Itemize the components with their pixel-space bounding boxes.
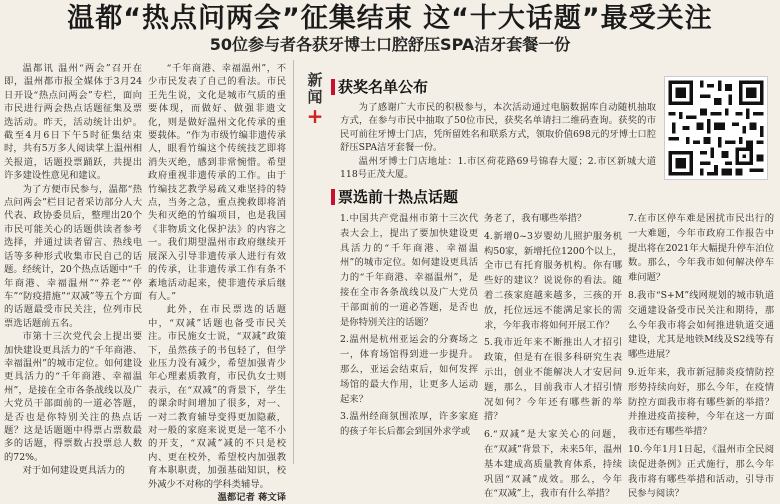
topic-item: 4.新增0~3岁婴幼儿照护服务机构50家，新增托位1200个以上，全市已有托育服务机构。你有哪些好的建议？说说你的看法。随着二孩家庭越来越多，三孩的开放，托位远远不能满足家长的需求，今年我市将如何开展工作？ (484, 230, 622, 331)
article-paragraph: 为了方便市民参与，温都“热点问两会”栏目记者采访部分人大代表、政协委员后，整理出20个市民可能关心的话题供读者参考选择，并通过读者留言、热线电话等多种形式收集市民自己的话题。经统计，20个热点话题中“千年商港、幸福温州”“养老”“停车”“防疫措施”“双减”等五个方面的话题最受市民关注，位列市民票选话题前五名。 (4, 183, 142, 329)
topic-item: 9.近年来，我市新冠肺炎疫情防控形势持续向好，那么今年，在疫情防控方面我市将有哪些新的举措？并推进疫苗接种，今年在这一方面我市还有哪些举措？ (628, 366, 774, 438)
article-byline: 温都记者 蒋文译 (217, 492, 286, 503)
winners-announcement (340, 101, 656, 181)
qr-code-icon[interactable] (664, 76, 768, 180)
topics-column-1 (340, 212, 478, 464)
plus-icon: + (306, 104, 324, 128)
topic-item: 2.温州是杭州亚运会的分赛场之一，体育场馆得到进一步提升。那么，亚运会结束后，如何发挥场馆的最大作用，让更多人运动起来？ (340, 334, 478, 405)
article-column-2 (148, 62, 286, 503)
topics-column-3 (628, 212, 774, 500)
article-paragraph: 对于如何建设更具活力的 (22, 465, 125, 477)
topic-item: 3.温州经商氛围浓厚，许多家庭的孩子年长后都会到国外求学或 (340, 411, 478, 438)
store-address: 温州牙博士门店地址：1.市区荷花路69号锦春大厦；2.市区新城大道118号正茂大厦。 (340, 155, 656, 181)
topic-item: 10.今年1月1日起，《温州市全民阅读促进条例》正式施行，那么今年我市将有哪些举措和活动，引导市民参与阅读？ (628, 443, 774, 500)
topic-item: 务老了，我有哪些举措？ (484, 213, 587, 224)
article-column-1 (4, 62, 142, 477)
article-paragraph: “千年商港、幸福温州”，不少市民发表了自己的看法。市民王先生说，文化是城市气质的重要体现，而做好、做强非遗文化，则是做好温州文化传承的重要载体。“作为市级竹编非遗传承人，眼看竹编这个传统技艺即将消失灭绝，感到非常惋惜。希望政府重视非遗传承的工作。由于竹编技艺教学易疏又难坚持的特点，当务之急，重点挽救即将消失和灭绝的竹编项目，也是我国《非物质文化保护法》的内容之一。我们期望温州市政府继续开展深入引导非遗传承人进行有效的传承，让非遗传承工作有条不紊地活动起来，使非遗传承后继有人。” (148, 63, 286, 302)
topics-section-title: 票选前十热点话题 (338, 188, 459, 206)
section-marker (331, 79, 335, 95)
topic-item: 5.我市近年来不断推出人才招引政策，但是有在很多科研究生表示出，创业不能解决人才安居问题，那么，目前我市人才招引情况如何？今年还有哪些新的举措？ (484, 337, 622, 423)
news-tag-char: 闻 (307, 88, 323, 106)
subheadline: 50位参与者各获牙博士口腔舒压SPA洁牙套餐一份 (209, 35, 571, 54)
headline: 温都“热点问两会”征集结束 这“十大话题”最受关注 (67, 3, 713, 34)
article-paragraph: 此外，在市民票选的话题中，“双减”话题也备受市民关注。市民施女士说，“双减”政策下，虽然孩子的书包轻了，但学业压力没有减少，希望加强青少年心理素质教育，市民仇女士则表示，在“双减”的背景下，学生的课余时间增加了很多，对一、一对二教育辅导变得更加隐蔽，对一般的家庭来说更是一笔不小的开支，“双减”减的不只是校内、更在校外，希望校内加强教育本职职责，加强基础知识，校外减少不对称的学科类辅导。 (148, 304, 286, 490)
article-paragraph: 温都讯 温州“两会”召开在即，温州都市报全媒体于3月24日开设“热点问两会”专栏，面向市民进行两会热点话题征集及票选活动。昨天，活动统计出炉。截至4月6日下午5时征集结束时，共有5万多人阅读掌上温州相关报道，话题投票踊跃，共提出许多建设性意见和建议。 (4, 63, 142, 182)
column-divider (293, 60, 294, 464)
winners-section-title: 获奖名单公布 (338, 78, 429, 96)
news-plus-tag (302, 72, 328, 126)
topic-item: 1.中国共产党温州市第十三次代表大会上，提出了要加快建设更具活力的“千年商港、幸福温州”的城市定位。如何建设更具活力的“千年商港、幸福温州”，是接在全市各条战线以及广大党员干部面前的一道必答题，是否也是你特别关注的话题？ (340, 213, 478, 328)
topic-item: 7.在市区停车难是困扰市民出行的一大难题，今年市政府工作报告中提出将在2021年大幅提升停车泊位数。那么，今年我市如何解决停车难问题？ (628, 213, 774, 284)
topic-item: 8.我市“S+M”线网规划的城市轨道交通建设备受市民关注和期待，那么今年我市将会如何推进轨道交通建设，尤其是地铁M线及S2线等有哪些进展？ (628, 289, 774, 361)
article-paragraph: 市第十三次党代会上提出要加快建设更具活力的“千年商港、幸福温州”的城市定位。如何建设更具活力的“千年商港、幸福温州”，是接在全市各条战线以及广大党员干部面前的一道必答题，是否也是你特别关注的热点话题？这是话题题中得票占票数最多的话题，得票数占投票总人数的72%。 (4, 331, 142, 463)
topic-item: 6.“双减”是大家关心的问题，在“双减”背景下，未来5年，温州基本建成高质量教育体系，持续巩固“双减”成效。那么，今年在“双减”上，我市有什么举措？ (484, 429, 622, 500)
winners-paragraph: 为了感谢广大市民的积极参与，本次活动通过电脑数据库自动随机抽取方式，在参与市民中抽取了50位市民，获奖名单请扫二维码查询。获奖的市民可前往牙博士门店，凭所留姓名和联系方式，领取价值698元的牙博士口腔舒压SPA洁牙套餐一份。 (340, 102, 656, 154)
topics-column-2 (484, 212, 622, 500)
section-marker (331, 189, 335, 205)
article-byline-line (148, 491, 286, 504)
news-tag-char: 新 (307, 71, 323, 89)
